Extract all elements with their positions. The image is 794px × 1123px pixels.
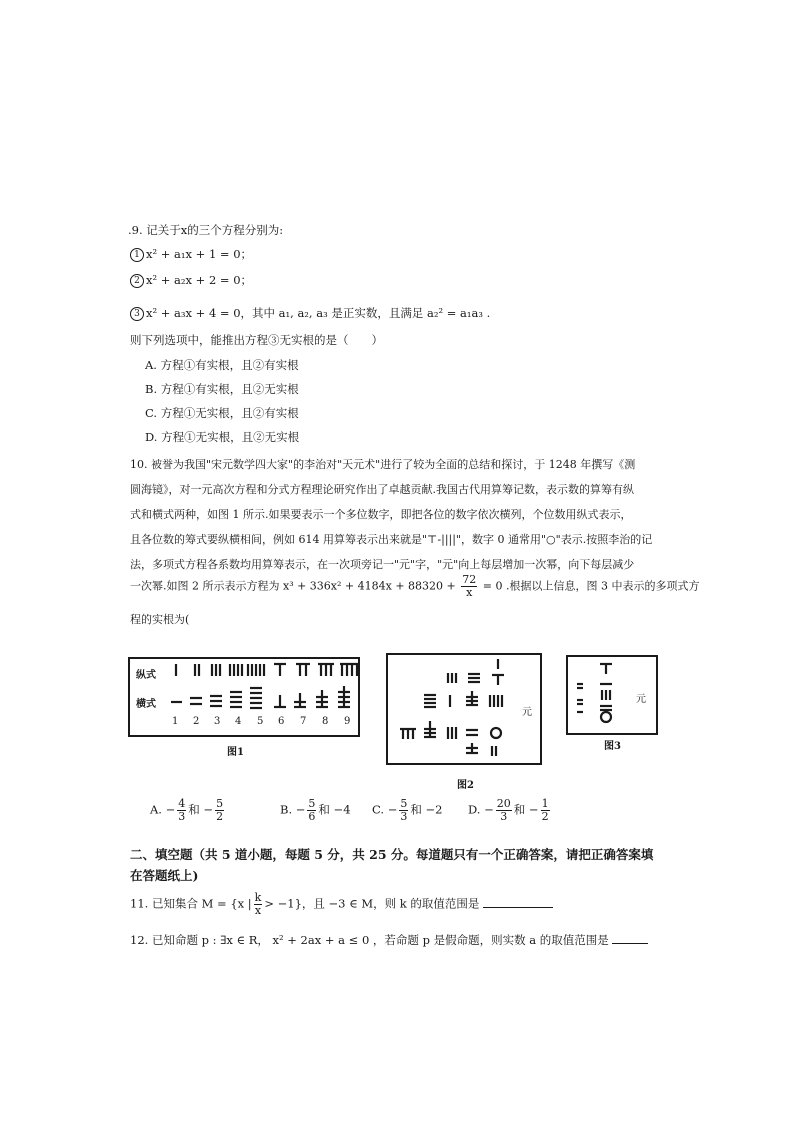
- q11: [130, 892, 553, 917]
- fraction-numerator: 5: [216, 797, 224, 810]
- fraction-numerator: 4: [178, 797, 186, 810]
- q10-line5: 法，多项式方程各系数均用算筹表示，在一次项旁记一"元"字，"元"向上每层增加一次幂，向下每层减少: [130, 558, 635, 571]
- circled-number: 3: [130, 307, 144, 321]
- fig1-number: 6: [278, 716, 285, 727]
- option-fraction: [541, 798, 550, 823]
- fraction-denominator: 6: [308, 810, 316, 823]
- fig1-rod-numerals: [168, 660, 358, 720]
- fraction-numerator: 5: [400, 797, 408, 810]
- option-fraction: [307, 798, 316, 823]
- q9-option-a: A. 方程①有实根，且②有实根: [145, 358, 299, 372]
- option-fraction: [399, 798, 408, 823]
- option-sign: −: [484, 802, 494, 817]
- fig1-row1-label: 纵式: [136, 670, 156, 681]
- fraction-numerator: 5: [308, 797, 316, 810]
- q10-option-a: [150, 798, 226, 823]
- equation-text: x² + a₂x + 2 = 0；: [146, 273, 253, 287]
- fraction-72-over-x: [461, 574, 477, 599]
- q10-line7: 程的实根为(: [130, 613, 190, 626]
- fig1-number: 8: [322, 716, 329, 727]
- q9-option-c: C. 方程①无实根，且②有实根: [145, 406, 299, 420]
- fraction-numerator: 20: [496, 797, 511, 810]
- fig1-number: 4: [235, 716, 242, 727]
- option-sign: −: [387, 802, 398, 817]
- q9-eq2: [130, 272, 252, 288]
- fig3-caption: 图3: [604, 741, 621, 752]
- q12-text: 12. 已知命题 p : ∃x ∈ R， x² + 2ax + a ≤ 0 ，若命题 p 是假命题，则实数 a 的取值范围是: [130, 933, 609, 947]
- fraction-numerator: 72: [462, 573, 477, 586]
- answer-blank[interactable]: [612, 933, 648, 944]
- circled-number: 1: [130, 248, 144, 262]
- equation-text: x² + a₁x + 1 = 0；: [146, 247, 253, 261]
- q10-option-b: [280, 798, 351, 823]
- q10-line6: [130, 574, 699, 599]
- option-mid: 和 −: [188, 802, 214, 817]
- fraction-denominator: 3: [178, 810, 186, 823]
- q10-line1: 10. 被誉为我国"宋元数学四大家"的李治对"天元术"进行了较为全面的总结和探讨，于 1248 年撰写《测: [130, 458, 636, 471]
- q10-line6-pre: 一次幂.如图 2 所示表示方程为 x³ + 336x² + 4184x + 88320 +: [130, 579, 456, 593]
- q11-pre: 11. 已知集合 M = {x |: [130, 896, 252, 911]
- fig1-row2-label: 横式: [136, 699, 156, 710]
- q10-line6-post: = 0 .根据以上信息，图 3 中表示的多项式方: [482, 579, 700, 593]
- fig1-number: 5: [257, 716, 264, 727]
- option-sign: −: [165, 802, 176, 817]
- q10-line4: 且各位数的筹式要纵横相间，例如 614 用算筹表示出来就是"⊤-||||"，数字 0 通常用"○"表示.按照李治的记: [130, 533, 653, 546]
- fig1-number: 7: [300, 716, 307, 727]
- q9-option-b: B. 方程①有实根，且②无实根: [145, 382, 299, 396]
- option-mid: 和 −2: [410, 802, 443, 817]
- option-fraction: [215, 798, 224, 823]
- fraction-numerator: 1: [541, 797, 549, 810]
- fig2-yuan: 元: [522, 707, 532, 718]
- fraction-denominator: 2: [216, 810, 224, 823]
- circled-number: 2: [130, 274, 144, 288]
- option-letter: B.: [280, 802, 293, 817]
- q12: [130, 932, 648, 948]
- q10-line3: 式和横式两种，如图 1 所示.如果要表示一个多位数字，即把各位的数字依次横列，个位数用纵式表示，: [130, 508, 632, 521]
- option-letter: D.: [468, 802, 481, 817]
- option-sign: −: [295, 802, 306, 817]
- q10-line2: 圆海镜》，对一元高次方程和分式方程理论研究作出了卓越贡献.我国古代用算筹记数，表示数的算筹有纵: [130, 483, 634, 496]
- q11-post: > −1}，且 −3 ∈ M，则 k 的取值范围是: [264, 896, 480, 911]
- q9-eq1: [130, 246, 252, 262]
- q9-question: 则下列选项中，能推出方程③无实根的是（ ）: [130, 333, 383, 347]
- q9-eq3: [130, 305, 490, 321]
- option-letter: C.: [372, 802, 385, 817]
- fig1-caption: 图1: [227, 747, 244, 758]
- q9-stem: .9. 记关于x的三个方程分别为:: [128, 223, 284, 237]
- q10-option-d: [468, 798, 552, 823]
- fig3-yuan: 元: [636, 694, 646, 705]
- q9-option-d: D. 方程①无实根，且②无实根: [145, 430, 300, 444]
- equation-text: x² + a₃x + 4 = 0，其中 a₁, a₂, a₃ 是正实数，且满足 a₂² = a₁a₃ .: [146, 306, 491, 320]
- option-mid: 和 −4: [318, 802, 351, 817]
- option-fraction: [496, 798, 512, 823]
- fig1-number: 1: [172, 716, 179, 727]
- option-letter: A.: [150, 802, 162, 817]
- fraction-denominator: 3: [500, 810, 508, 823]
- fig2-rod-numerals: [390, 657, 520, 761]
- section2-title-line2: 在答题纸上): [130, 868, 199, 883]
- fraction-numerator: k: [254, 891, 262, 904]
- fig2-caption: 图2: [457, 780, 474, 791]
- option-fraction: [177, 798, 186, 823]
- section2-title-line1: 二、填空题（共 5 道小题，每题 5 分，共 25 分。每道题只有一个正确答案，请把正确答案填: [130, 847, 654, 862]
- fig1-number: 3: [214, 716, 221, 727]
- fraction-denominator: x: [466, 586, 473, 599]
- option-mid: 和 −: [513, 802, 539, 817]
- q10-option-c: [372, 798, 442, 823]
- answer-blank[interactable]: [483, 897, 553, 908]
- fig3-rod-numerals: [572, 660, 632, 726]
- fraction-denominator: 3: [400, 810, 408, 823]
- fraction-denominator: 2: [541, 810, 549, 823]
- fig1-number: 9: [344, 716, 351, 727]
- fraction-denominator: x: [254, 904, 262, 917]
- fig1-number: 2: [193, 716, 200, 727]
- fraction-k-over-x: [254, 892, 263, 917]
